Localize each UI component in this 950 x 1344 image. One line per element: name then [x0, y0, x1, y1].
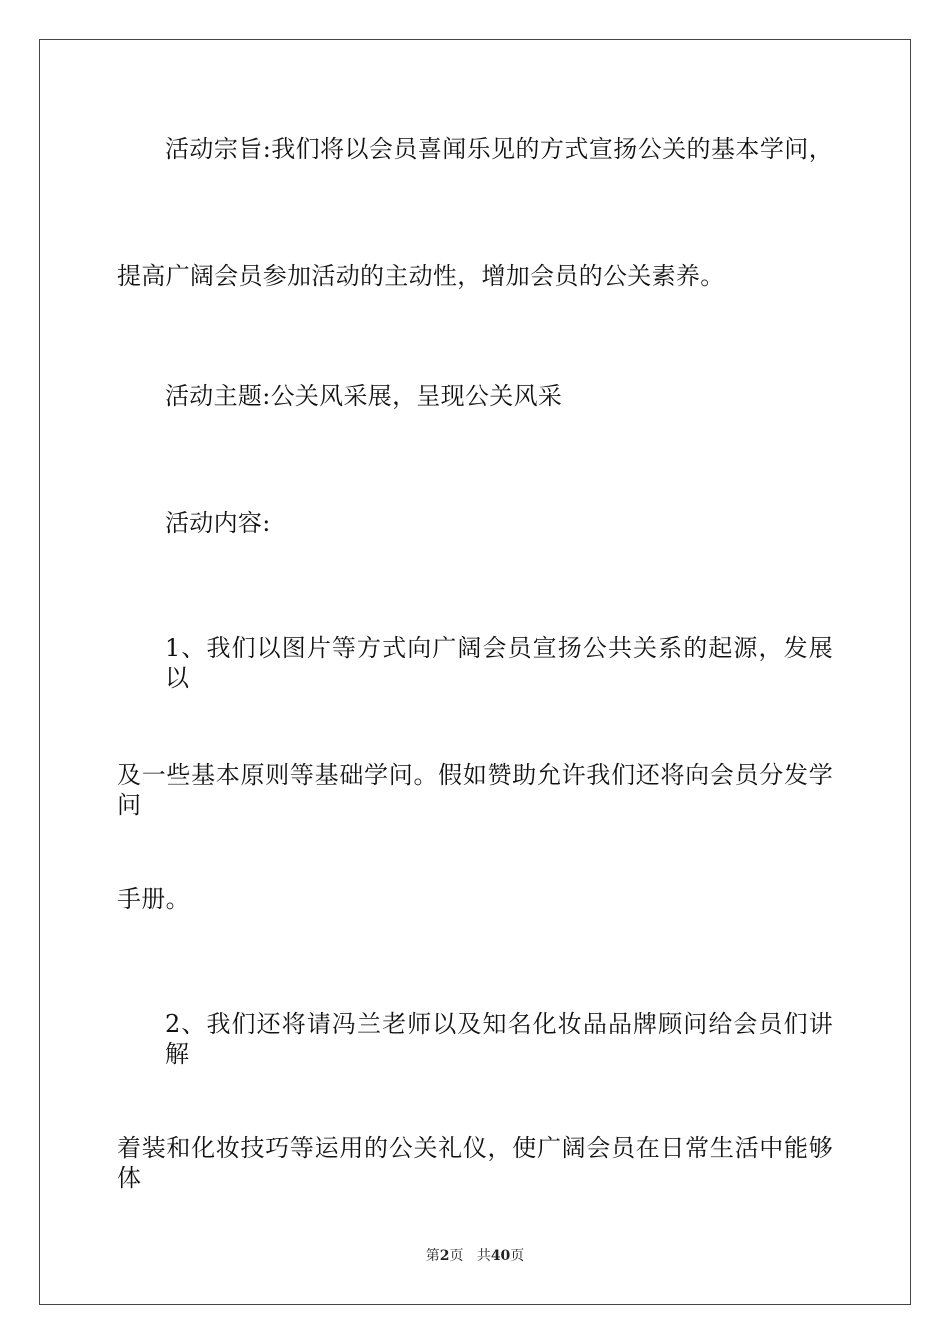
page-prefix: 第: [425, 1248, 440, 1264]
paragraph-line: 及一些基本原则等基础学问。假如赞助允许我们还将向会员分发学问: [117, 761, 833, 819]
total-pages: 40: [490, 1248, 511, 1264]
page-number: 2: [439, 1248, 450, 1264]
paragraph-line: 1、我们以图片等方式向广阔会员宣扬公共关系的起源，发展以: [165, 634, 833, 692]
total-prefix: 共: [476, 1248, 491, 1264]
total-suffix: 页: [510, 1248, 525, 1264]
paragraph-line: 2、我们还将请冯兰老师以及知名化妆品品牌顾问给会员们讲解: [165, 1010, 833, 1068]
paragraph-line: 活动宗旨:我们将以会员喜闻乐见的方式宣扬公关的基本学问，: [165, 135, 833, 163]
paragraph-line: 提高广阔会员参加活动的主动性，增加会员的公关素养。: [117, 262, 725, 290]
page-suffix: 页: [449, 1248, 464, 1264]
paragraph-line: 着装和化妆技巧等运用的公关礼仪，使广阔会员在日常生活中能够体: [117, 1134, 833, 1192]
page-footer: [0, 1247, 950, 1265]
paragraph-line: 手册。: [117, 885, 190, 913]
paragraph-line: 活动主题:公关风采展，呈现公关风采: [165, 382, 563, 410]
paragraph-line: 活动内容:: [165, 509, 271, 537]
